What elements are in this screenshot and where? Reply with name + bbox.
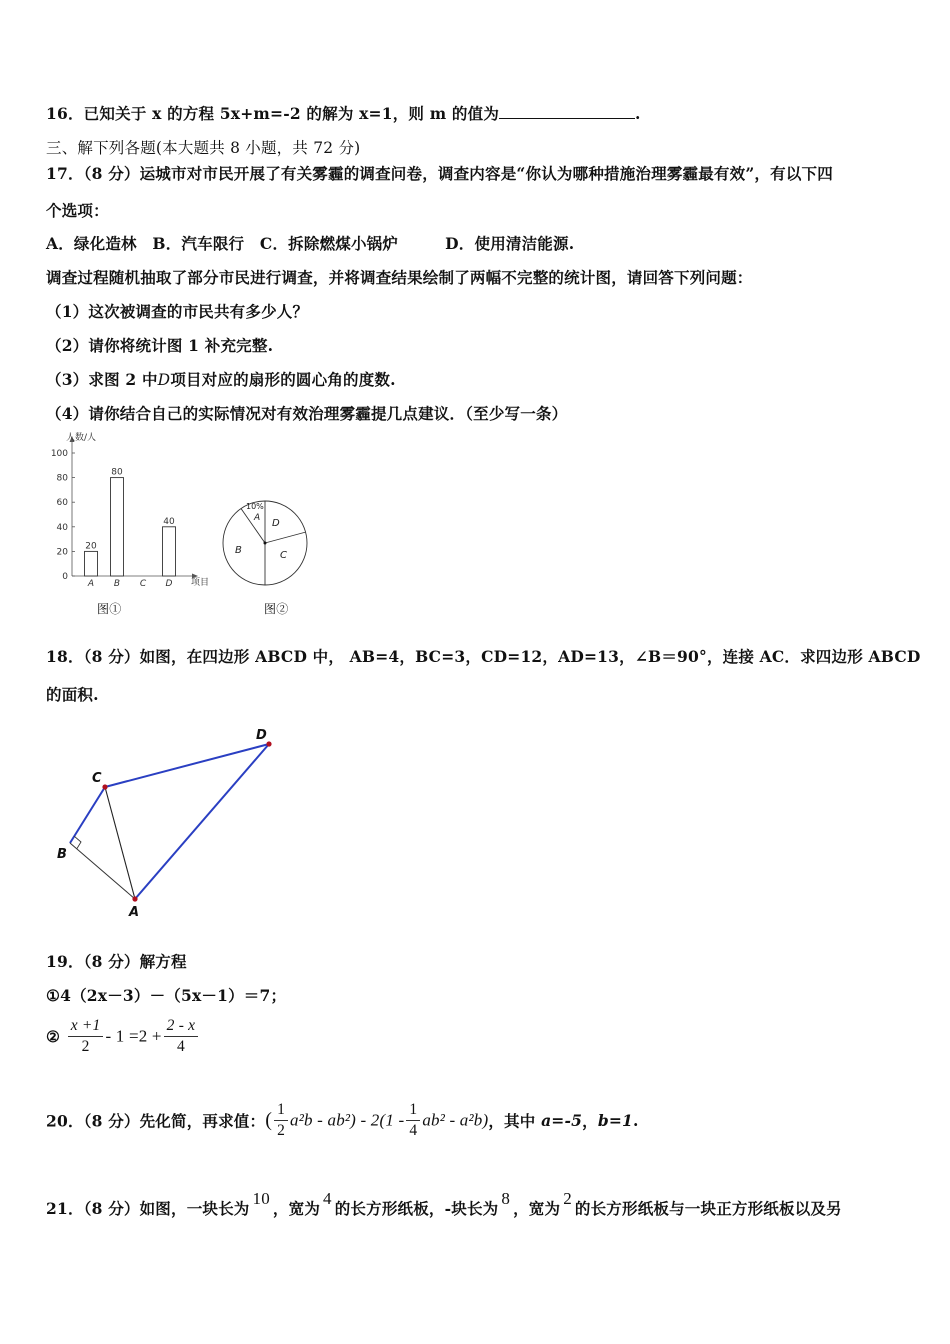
- q19-eq1: ①4（2x－3）－（5x－1）＝7；: [46, 986, 287, 1005]
- bar-a: [85, 551, 98, 576]
- q21-width2: 2: [563, 1189, 572, 1208]
- segment-ac: [105, 787, 135, 899]
- y-tick-label: 0: [62, 572, 68, 582]
- q17-line1: 17．（8 分）运城市对市民开展了有关雾霾的调查问卷，调查内容是“你认为哪种措施治理雾霾最有效”，有以下四: [46, 164, 833, 183]
- segment-cd: [105, 744, 269, 787]
- bar-value-label: 40: [163, 516, 175, 527]
- bar-value-label: 20: [85, 541, 97, 552]
- q21-line: [46, 1189, 842, 1219]
- x-category-label: A: [87, 579, 95, 588]
- pie-divider-a-b: [241, 509, 265, 544]
- q20-post: ，其中: [488, 1111, 542, 1131]
- label-d: D: [256, 728, 267, 743]
- q19-frac1: [68, 1016, 104, 1057]
- q20-frac2-num: 1: [406, 1100, 420, 1121]
- bar-b: [111, 478, 124, 576]
- label-b: B: [57, 847, 67, 862]
- q20-sep: ，: [582, 1111, 598, 1131]
- q18-line2: 的面积.: [46, 685, 99, 704]
- q21-mid1: ，宽为: [272, 1199, 321, 1218]
- q17-sub1: （1）这次被调查的市民共有多少人？: [46, 302, 309, 321]
- pie-chart: [215, 496, 315, 596]
- pie-center: [264, 542, 267, 545]
- q21-length2: 8: [501, 1189, 511, 1208]
- q20-frac1-den: 2: [277, 1122, 286, 1139]
- q21-mid3: ，宽为: [513, 1199, 561, 1218]
- q20-term2: ab² - a²b): [422, 1110, 489, 1130]
- q19-title: 19．（8 分）解方程: [46, 952, 187, 971]
- q20-frac1-num: 1: [274, 1100, 288, 1121]
- q17-sub3: [46, 368, 396, 390]
- q19-eq2-mark: ②: [46, 1027, 61, 1046]
- q20-b-value: b=1: [597, 1111, 634, 1130]
- pie-label-b: B: [235, 545, 242, 556]
- q19-frac2-den: 4: [176, 1038, 185, 1055]
- label-c: C: [92, 771, 102, 786]
- y-axis-label: 人数/人: [66, 433, 97, 443]
- x-category-label: C: [139, 579, 147, 588]
- q21-length1: 10: [252, 1189, 270, 1208]
- q17-line2: 个选项：: [46, 201, 109, 220]
- q17-sub2: （2）请你将统计图 1 补充完整.: [46, 336, 274, 355]
- q20-frac1: [274, 1100, 288, 1141]
- q19-frac2: [164, 1016, 199, 1057]
- y-tick-label: 20: [56, 547, 68, 558]
- q19-frac2-num: 2 - x: [164, 1016, 199, 1037]
- q19-eq2: [46, 1016, 200, 1057]
- label-a: A: [129, 905, 140, 920]
- vertex-c: [102, 784, 107, 789]
- q19-frac1-den: 2: [81, 1038, 90, 1055]
- q20-line: [46, 1100, 639, 1141]
- section-title: 三、解下列各题(本大题共 8 小题，共 72 分): [46, 139, 361, 157]
- y-tick-label: 100: [50, 449, 68, 459]
- x-category-label: D: [165, 579, 173, 588]
- pie-label-c: C: [280, 550, 287, 561]
- pie-label-d: D: [272, 518, 280, 529]
- quadrilateral-figure: [50, 722, 290, 922]
- bar-chart: [40, 428, 220, 588]
- vertex-a: [132, 896, 137, 901]
- q20-frac2: [406, 1100, 420, 1141]
- q17-options: A．绿化造林 B．汽车限行 C．拆除燃煤小锅炉 D．使用清洁能源.: [46, 234, 575, 253]
- segment-ab: [70, 843, 135, 899]
- q16-end: .: [635, 104, 641, 123]
- q16-text: 16．已知关于 x 的方程 5x+m=-2 的解为 x=1，则 m 的值为: [46, 104, 500, 123]
- pie-divider-d-c: [265, 532, 306, 543]
- q17-line3: 调查过程随机抽取了部分市民进行调查，并将调查结果绘制了两幅不完整的统计图，请回答下列问题：: [46, 268, 753, 287]
- q17-sub3-pre: （3）求图 2 中: [46, 370, 158, 389]
- bar-d: [163, 527, 176, 576]
- q16-line: [46, 102, 641, 124]
- q17-sub3-var: D: [157, 371, 171, 389]
- q21-width1: 4: [323, 1189, 332, 1208]
- x-axis-label: 项目: [191, 578, 210, 588]
- bar-value-label: 80: [111, 467, 123, 478]
- q19-frac1-num: x +1: [68, 1016, 104, 1037]
- y-tick-label: 80: [56, 473, 68, 484]
- q17-sub4: （4）请你结合自己的实际情况对有效治理雾霾提几点建议．（至少写一条）: [46, 404, 568, 423]
- q20-open: (: [265, 1109, 273, 1131]
- q21-mid2: 的长方形纸板，-块长为: [334, 1199, 499, 1218]
- fig2-caption: 图②: [264, 602, 289, 616]
- segment-bc: [70, 787, 105, 843]
- pie-percent-a: 10%: [246, 502, 264, 511]
- q20-frac2-den: 4: [409, 1122, 418, 1139]
- q21-pre: 21．（8 分）如图，一块长为: [46, 1199, 250, 1218]
- answer-blank: [499, 104, 635, 119]
- q18-line1: 18．（8 分）如图，在四边形 ABCD 中， AB=4，BC=3，CD=12，AD=13，∠B＝90°，连接 AC．求四边形 ABCD: [46, 647, 921, 666]
- fig1-caption: 图①: [97, 602, 122, 616]
- q20-a-value: a=-5: [541, 1111, 583, 1130]
- q21-post: 的长方形纸板与一块正方形纸板以及另: [574, 1199, 842, 1218]
- q17-sub3-post: 项目对应的扇形的圆心角的度数.: [170, 370, 396, 389]
- pie-label-a: A: [254, 513, 261, 523]
- x-category-label: B: [113, 579, 121, 588]
- vertex-d: [266, 741, 271, 746]
- q19-eq2-mid: - 1 =2 +: [105, 1026, 162, 1046]
- y-tick-label: 60: [56, 498, 68, 509]
- segment-da: [135, 744, 269, 899]
- q20-end: .: [633, 1111, 639, 1130]
- q20-pre: 20．（8 分）先化简，再求值：: [46, 1111, 266, 1131]
- y-tick-label: 40: [56, 522, 68, 533]
- q20-term1: a²b - ab²) - 2(1 -: [290, 1110, 405, 1130]
